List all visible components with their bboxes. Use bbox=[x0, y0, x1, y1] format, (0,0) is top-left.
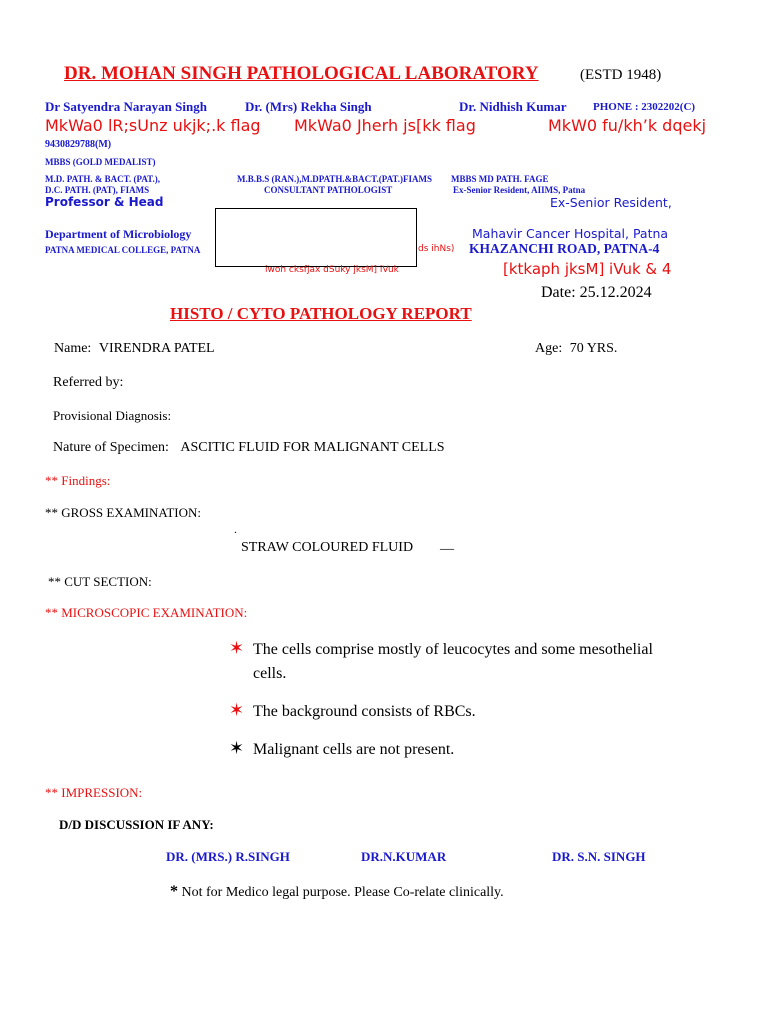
star-bullet-icon: ✶ bbox=[229, 638, 245, 659]
patient-name-field bbox=[54, 341, 215, 357]
hospital-name: Mahavir Cancer Hospital, Patna bbox=[472, 226, 669, 241]
patient-name-value: VIRENDRA PATEL bbox=[98, 341, 215, 356]
doctor-1-hindi-name: MkWa0 lR;sUnz ukjk;.k flag bbox=[45, 116, 261, 135]
micro-point-3 bbox=[229, 738, 454, 762]
patient-age-field bbox=[535, 341, 617, 357]
doctor-2-degree-1: M.B.B.S (RAN.),M.DPATH.&BACT.(PAT.)FIAMS bbox=[237, 174, 432, 184]
footer-note: Not for Medico legal purpose. Please Co-relate clinically. bbox=[181, 885, 504, 900]
micro-point-2-text: The background consists of RBCs. bbox=[253, 703, 476, 720]
micro-point-1-text: The cells comprise mostly of leucocytes and some mesothelial bbox=[253, 641, 653, 658]
doctor-3-degree-1: MBBS MD PATH. FAGE bbox=[451, 174, 549, 184]
micro-point-2 bbox=[229, 700, 476, 724]
doctor-1-degree-1: MBBS (GOLD MEDALIST) bbox=[45, 157, 156, 167]
cut-section-label: ** CUT SECTION: bbox=[48, 574, 152, 589]
footer-star: * bbox=[170, 883, 178, 900]
report-date: Date: 25.12.2024 bbox=[541, 284, 652, 301]
gross-dot: . bbox=[234, 522, 237, 536]
doctor-2-hindi-name: MkWa0 Jherh js[kk flag bbox=[294, 116, 476, 135]
doctor-3-degree-2: Ex-Senior Resident, AIIMS, Patna bbox=[453, 185, 586, 195]
patient-age-label: Age: bbox=[535, 341, 563, 356]
dd-discussion-label: D/D DISCUSSION IF ANY: bbox=[59, 817, 214, 832]
signature-r-singh: DR. (MRS.) R.SINGH bbox=[166, 849, 290, 864]
star-bullet-icon: ✶ bbox=[229, 700, 245, 721]
star-bullet-icon: ✶ bbox=[229, 738, 245, 759]
referred-by-label: Referred by: bbox=[53, 375, 124, 390]
doctor-1-department: Department of Microbiology bbox=[45, 227, 192, 241]
doctor-1-degree-2: M.D. PATH. & BACT. (PAT.), bbox=[45, 174, 160, 184]
findings-label: ** Findings: bbox=[45, 473, 111, 488]
footer-disclaimer bbox=[170, 883, 504, 901]
doctor-1-name: Dr Satyendra Narayan Singh bbox=[45, 99, 207, 114]
gross-examination-value: STRAW COLOURED FLUID bbox=[241, 540, 414, 555]
patient-age-value: 70 YRS. bbox=[569, 341, 618, 356]
phone-number: PHONE : 2302202(C) bbox=[593, 101, 696, 113]
doctor-1-title: Professor & Head bbox=[45, 195, 164, 209]
established-year: (ESTD 1948) bbox=[580, 67, 662, 83]
doctor-1-college: PATNA MEDICAL COLLEGE, PATNA bbox=[45, 245, 201, 255]
stamp-box bbox=[215, 208, 417, 267]
specimen-label: Nature of Specimen: bbox=[53, 440, 169, 455]
signature-n-kumar: DR.N.KUMAR bbox=[361, 849, 447, 864]
lab-address: KHAZANCHI ROAD, PATNA-4 bbox=[469, 241, 660, 256]
micro-point-1 bbox=[229, 638, 653, 662]
micro-point-1-continuation: cells. bbox=[253, 665, 287, 682]
lab-title: DR. MOHAN SINGH PATHOLOGICAL LABORATORY bbox=[64, 63, 539, 84]
specimen-field bbox=[53, 440, 445, 456]
doctor-1-degree-3: D.C. PATH. (PAT), FIAMS bbox=[45, 185, 150, 195]
microscopic-examination-label: ** MICROSCOPIC EXAMINATION: bbox=[45, 605, 248, 620]
signature-s-n-singh: DR. S.N. SINGH bbox=[552, 849, 646, 864]
doctor-2-name: Dr. (Mrs) Rekha Singh bbox=[245, 99, 372, 114]
hindi-address-line: iwoh cksfjax dSuky jksM] iVuk bbox=[265, 265, 399, 275]
gross-examination-label: ** GROSS EXAMINATION: bbox=[45, 505, 202, 520]
report-title: HISTO / CYTO PATHOLOGY REPORT bbox=[170, 304, 472, 323]
patient-name-label: Name: bbox=[54, 341, 92, 356]
doctor-2-degree-2: CONSULTANT PATHOLOGIST bbox=[264, 185, 393, 195]
specimen-value: ASCITIC FLUID FOR MALIGNANT CELLS bbox=[180, 440, 445, 455]
micro-point-3-text: Malignant cells are not present. bbox=[253, 741, 455, 758]
doctor-3-name: Dr. Nidhish Kumar bbox=[459, 99, 567, 114]
provisional-diagnosis-label: Provisional Diagnosis: bbox=[53, 408, 172, 423]
doctor-3-hindi-name: MkW0 fu/kh’k dqekj bbox=[548, 116, 707, 135]
impression-label: ** IMPRESSION: bbox=[45, 785, 143, 800]
doctor-1-mobile: 9430829788(M) bbox=[45, 139, 112, 150]
gross-dash: __ bbox=[440, 537, 454, 552]
lab-address-hindi: [ktkaph jksM] iVuk & 4 bbox=[503, 260, 672, 278]
doctor-3-title: Ex-Senior Resident, bbox=[550, 195, 672, 210]
hindi-address-fragment: ds ihNs) bbox=[418, 244, 455, 254]
